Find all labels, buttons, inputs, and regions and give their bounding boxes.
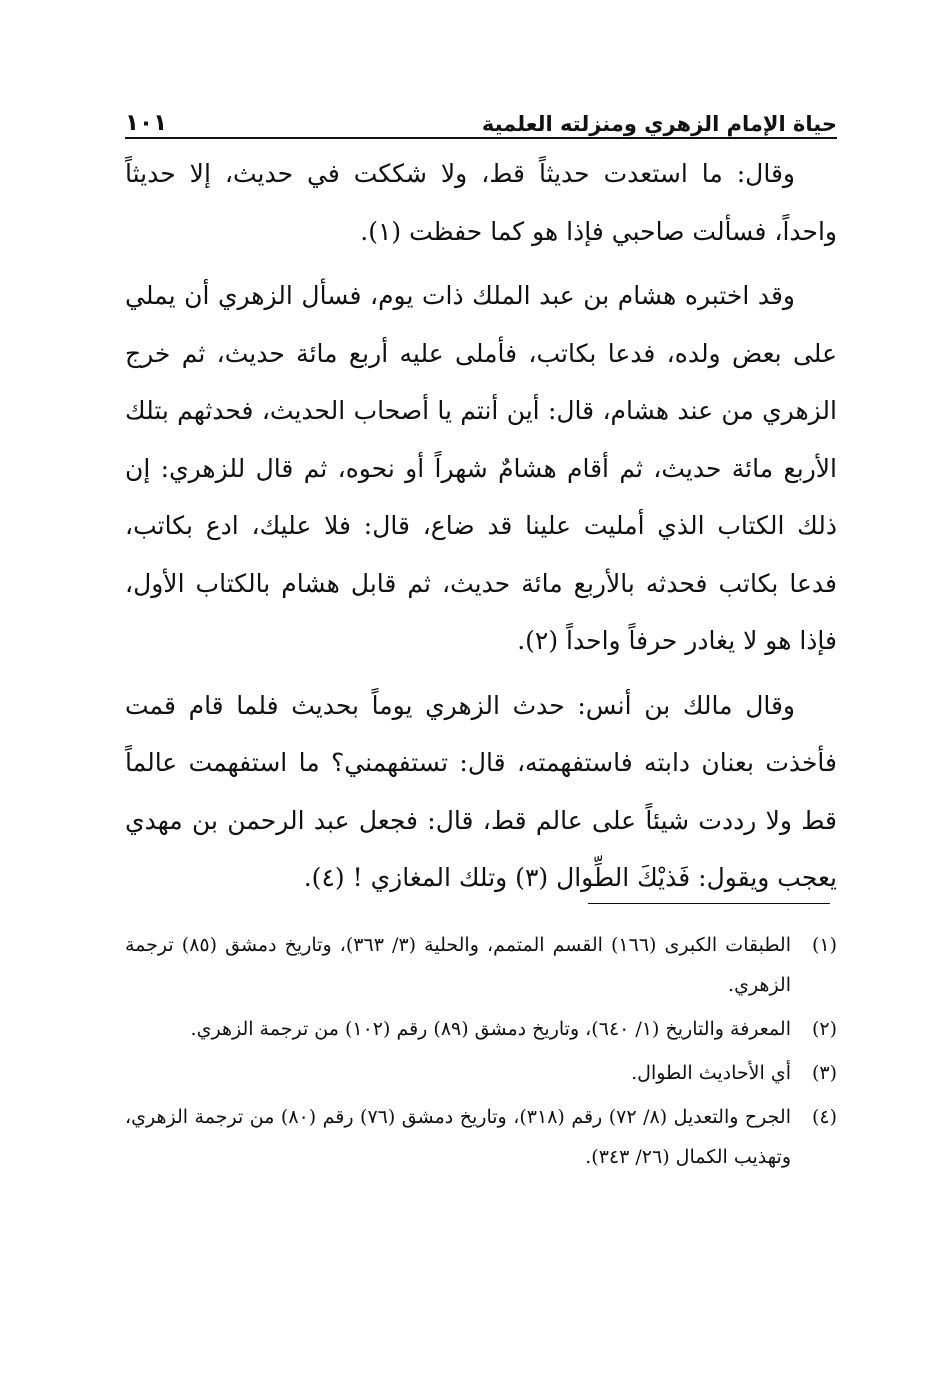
footnote-number: (٣): [811, 1062, 837, 1084]
footnote-text: الطبقات الكبرى (١٦٦) القسم المتمم، والحلية (٣/ ٣٦٣)، وتاريخ دمشق (٨٥) ترجمة الزهري.: [125, 934, 791, 996]
main-text: [125, 145, 837, 914]
paragraph: وقال مالك بن أنس: حدث الزهري يوماً بحديث فلما قام قمت فأخذت بعنان دابته فاستفهمته، قال: تستفهمني؟ ما استفهمت عالماً قط ولا رددت شيئاً على عالم قط، قال: فجعل عبد الرحمن بن مهدي يعجب ويقول: فَذيْكَ الطِّوال (٣) وتلك المغازي ! (٤).: [125, 690, 837, 892]
footnote-text: المعرفة والتاريخ (١/ ٦٤٠)، وتاريخ دمشق (٨٩) رقم (١٠٢) من ترجمة الزهري.: [190, 1018, 791, 1040]
footnotes: [125, 925, 837, 1181]
paragraph: وقد اختبره هشام بن عبد الملك ذات يوم، فسأل الزهري أن يملي على بعض ولده، فدعا بكاتب، فأملى عليه أربع مائة حديث، ثم خرج الزهري من عند هشام، قال: أين أنتم يا أصحاب الحديث، فحدثهم بتلك الأربع مائة حديث، ثم أقام هشامٌ شهراً أو نحوه، ثم قال للزهري: إن ذلك الكتاب الذي أمليت علينا قد ضاع، قال: فلا عليك، ادع بكاتب، فدعا بكاتب فحدثه بالأربع مائة حديث، ثم قابل هشام بالكتاب الأول، فإذا هو لا يغادر حرفاً واحداً (٢).: [125, 281, 837, 655]
footnote-text: أي الأحاديث الطوال.: [631, 1062, 791, 1084]
footnote-number: (٢): [811, 1018, 837, 1040]
footnote-text: الجرح والتعديل (٨/ ٧٢) رقم (٣١٨)، وتاريخ دمشق (٧٦) رقم (٨٠) من ترجمة الزهري، وتهذيب الكمال (٢٦/ ٣٤٣).: [125, 1106, 791, 1168]
footnote-separator: [588, 903, 830, 904]
footnote-4: [125, 1097, 837, 1177]
running-title: حياة الإمام الزهري ومنزلته العلمية: [481, 112, 837, 136]
paragraph: وقال: ما استعدت حديثاً قط، ولا شككت في حديث، إلا حديثاً واحداً، فسألت صاحبي فإذا هو كما حفظت (١).: [125, 159, 837, 246]
footnote-1: [125, 925, 837, 1005]
page-number: ١٠١: [125, 110, 168, 136]
page-header: [125, 100, 837, 136]
footnote-2: [125, 1009, 837, 1049]
footnote-number: (٤): [811, 1106, 837, 1128]
header-rule: [125, 137, 837, 139]
footnote-number: (١): [811, 934, 837, 956]
footnote-3: [125, 1053, 837, 1093]
